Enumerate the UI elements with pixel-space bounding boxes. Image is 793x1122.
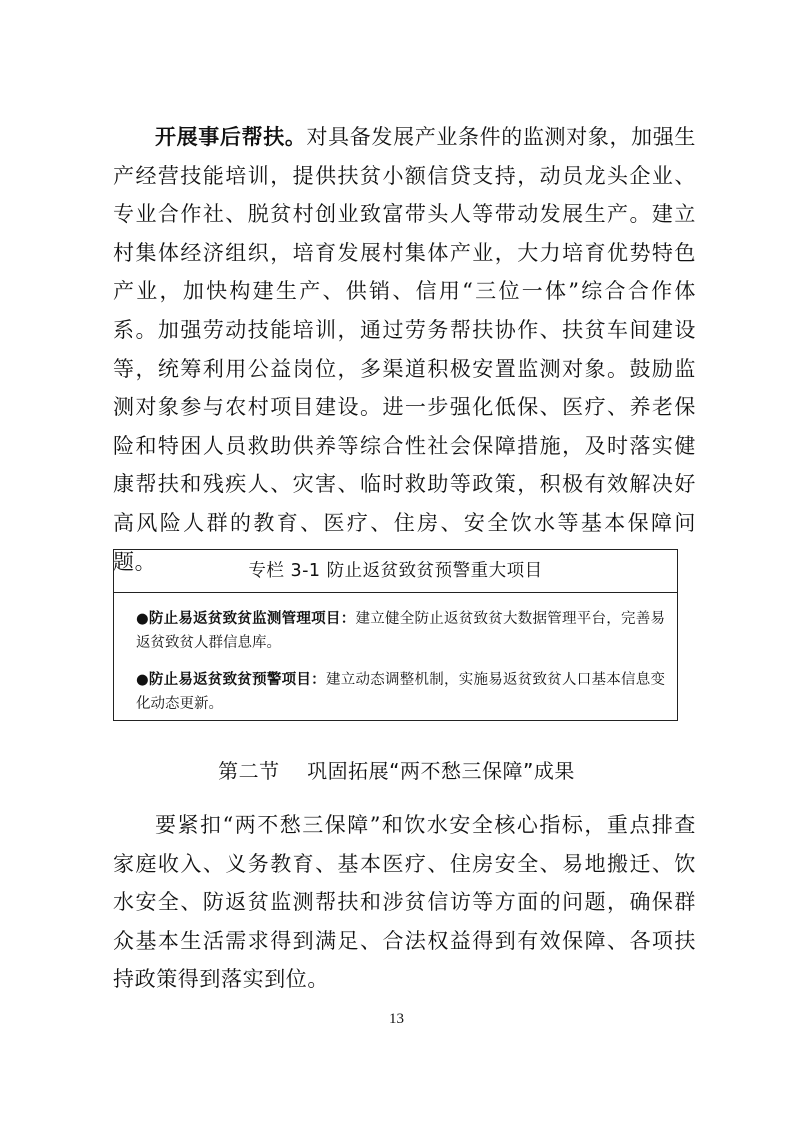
feature-box-item-text: 建立动态调整机制，实施易返贫致贫人口基本信息变化动态更新。: [136, 672, 665, 712]
feature-box-item-label: ●防止易返贫致贫监测管理项目：: [136, 611, 356, 627]
feature-box-title: 专栏 3-1 防止返贫致贫预警重大项目: [114, 550, 677, 593]
section-heading: 第二节 巩固拓展“两不愁三保障”成果: [218, 759, 575, 783]
feature-box: [113, 549, 678, 721]
paragraph-body-text: 要紧扣“两不愁三保障”和饮水安全核心指标，重点排查家庭收入、义务教育、基本医疗、住房安全、易地搬迁、饮水安全、防返贫监测帮扶和涉贫信访等方面的问题，确保群众基本生活需求得到满足、合法权益得到有效保障、各项扶持政策得到落实到位。: [113, 813, 696, 992]
page-number: 13: [389, 1011, 404, 1027]
feature-box-item-monitoring: [136, 607, 665, 655]
feature-box-item-text: 建立健全防止返贫致贫大数据管理平台，完善易返贫致贫人群信息库。: [136, 611, 666, 651]
feature-box-item-label: ●防止易返贫致贫预警项目：: [136, 672, 326, 688]
body-paragraph-guarantees: [113, 806, 696, 999]
paragraph-lead-heading: 开展事后帮扶。: [155, 124, 307, 149]
body-paragraph-post-assistance: [113, 118, 696, 581]
paragraph-body-text: 对具备发展产业条件的监测对象，加强生产经营技能培训，提供扶贫小额信贷支持，动员龙头企业、专业合作社、脱贫村创业致富带头人等带动发展生产。建立村集体经济组织，培育发展村集体产业，大力培育优势特色产业，加快构建生产、供销、信用“三位一体”综合合作体系。加强劳动技能培训，通过劳务帮扶协作、扶贫车间建设等，统筹利用公益岗位，多渠道积极安置监测对象。鼓励监测对象参与农村项目建设。进一步强化低保、医疗、养老保险和特困人员救助供养等综合性社会保障措施，及时落实健康帮扶和残疾人、灾害、临时救助等政策，积极有效解决好高风险人群的教育、医疗、住房、安全饮水等基本保障问题。: [113, 125, 696, 574]
feature-box-item-warning: [136, 668, 665, 716]
